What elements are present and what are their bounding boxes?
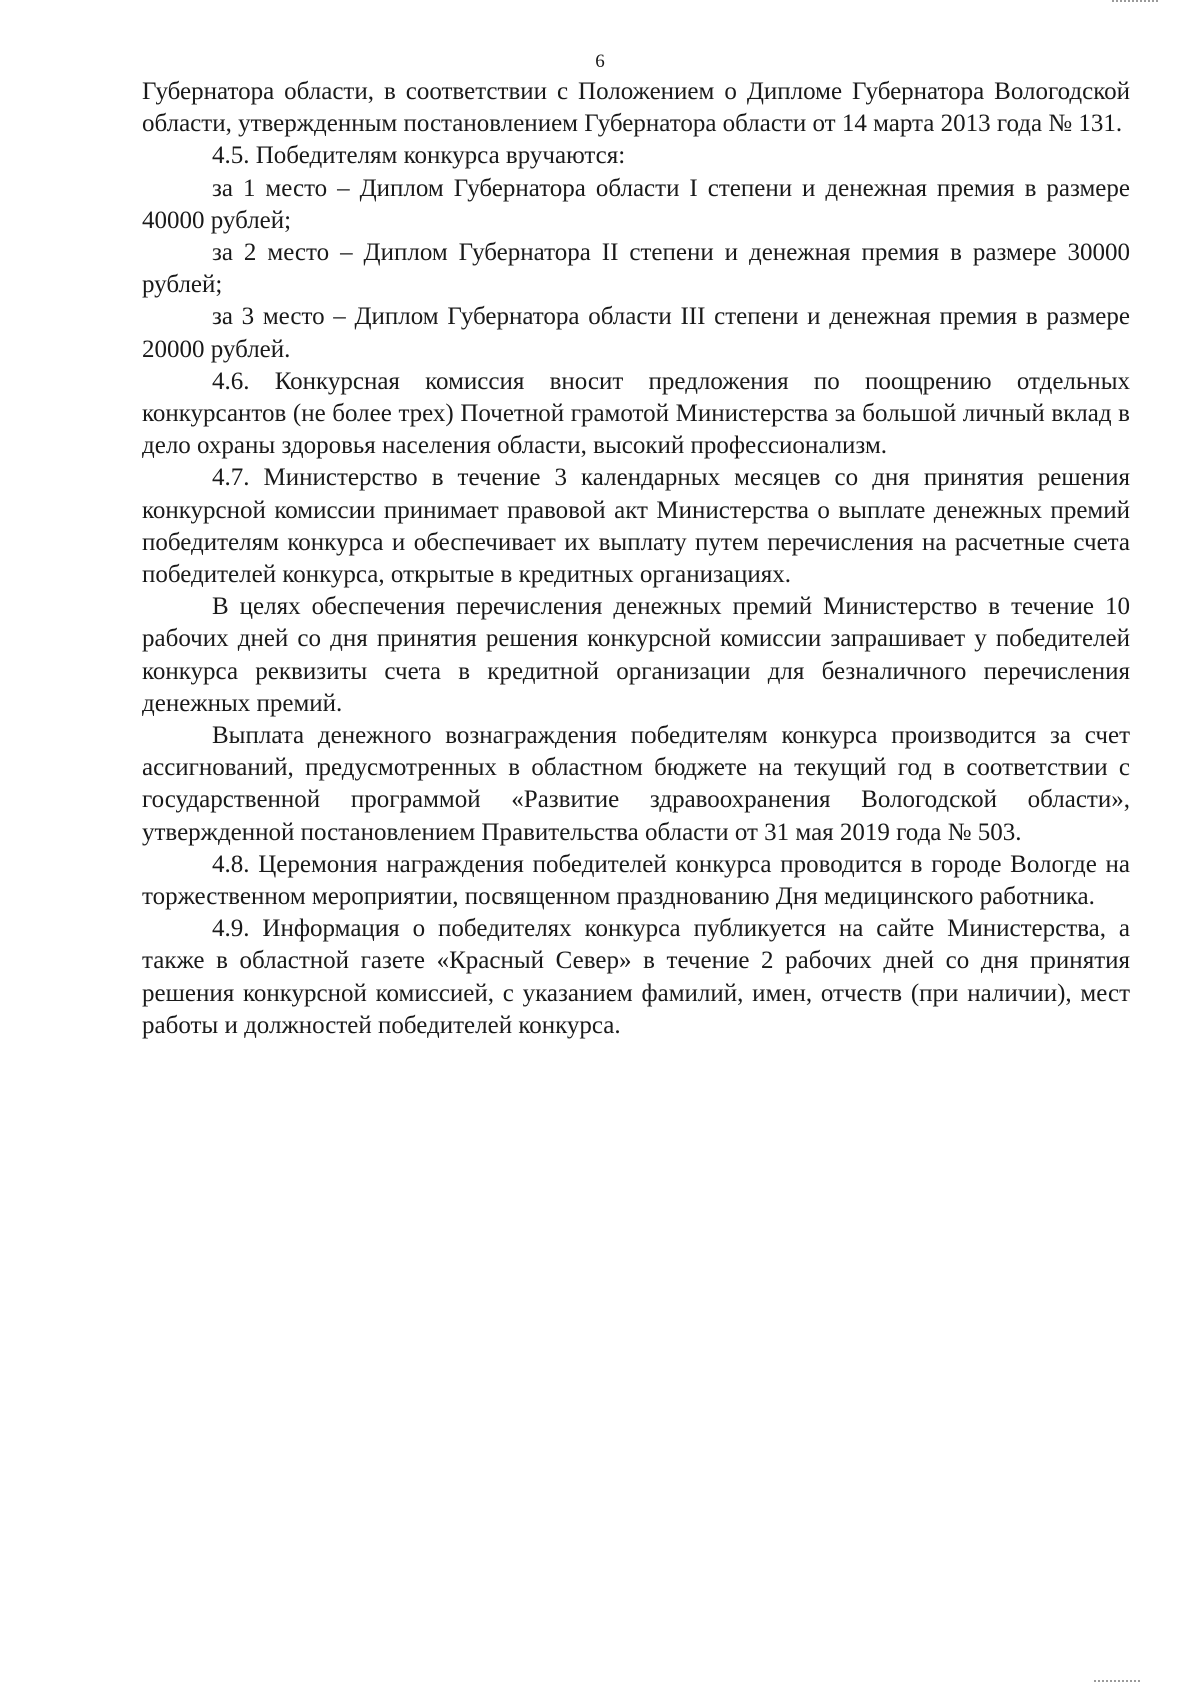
paragraph-4-9: 4.9. Информация о победителях конкурса публикуется на сайте Министерства, а также в областной газете «Красный Север» в течение 2 рабочих дней со дня принятия решения конкурсной комиссией, с указанием фамилий, имен, отчеств (при наличии), мест работы и должностей победителей конкурса. bbox=[142, 915, 1130, 1039]
paragraph-4-6: 4.6. Конкурсная комиссия вносит предложения по поощрению отдельных конкурсантов (не более трех) Почетной грамотой Министерства за большой личный вклад в дело охраны здоровья населения области, высокий профессионализм. bbox=[142, 367, 1130, 460]
paragraph-continuation: Губернатора области, в соответствии с Положением о Дипломе Губернатора Вологодской области, утвержденным постановлением Губернатора области от 14 марта 2013 года № 131. bbox=[142, 78, 1130, 138]
paragraph-transfer-details: В целях обеспечения перечисления денежных премий Министерство в течение 10 рабочих дней со дня принятия решения конкурсной комиссии запрашивает у победителей конкурса реквизиты счета в кредитной организации для безналичного перечисления денежных премий. bbox=[142, 593, 1130, 717]
paragraph-4-8: 4.8. Церемония награждения победителей конкурса проводится в городе Вологде на торжественном мероприятии, посвященном празднованию Дня медицинского работника. bbox=[142, 850, 1130, 911]
paragraph-funding: Выплата денежного вознаграждения победителям конкурса производится за счет ассигнований, предусмотренных в областном бюджете на текущий год в соответствии с государственной программой «Развитие здравоохранения Вологодской области», утвержденной постановлением Правительства области от 31 мая 2019 года № 503. bbox=[142, 722, 1130, 846]
paragraph-first-place: за 1 место – Диплом Губернатора области I степени и денежная премия в размере 40000 рублей; bbox=[142, 174, 1130, 234]
document-body bbox=[142, 76, 1130, 1042]
paragraph-4-5: 4.5. Победителям конкурса вручаются: bbox=[212, 142, 626, 170]
scan-artifact bbox=[1112, 0, 1158, 7]
paragraph-4-7: 4.7. Министерство в течение 3 календарных месяцев со дня принятия решения конкурсной комиссии принимает правовой акт Министерства о выплате денежных премий победителям конкурса и обеспечивает их выплату путем перечисления на расчетные счета победителей конкурса, открытые в кредитных организациях. bbox=[142, 464, 1130, 589]
page-number: 6 bbox=[595, 51, 605, 72]
scan-artifact-bottom bbox=[1094, 1680, 1140, 1687]
paragraph-second-place: за 2 место – Диплом Губернатора II степени и денежная премия в размере 30000 рублей; bbox=[142, 239, 1130, 299]
paragraph-third-place: за 3 место – Диплом Губернатора области III степени и денежная премия в размере 20000 рублей. bbox=[142, 303, 1130, 363]
